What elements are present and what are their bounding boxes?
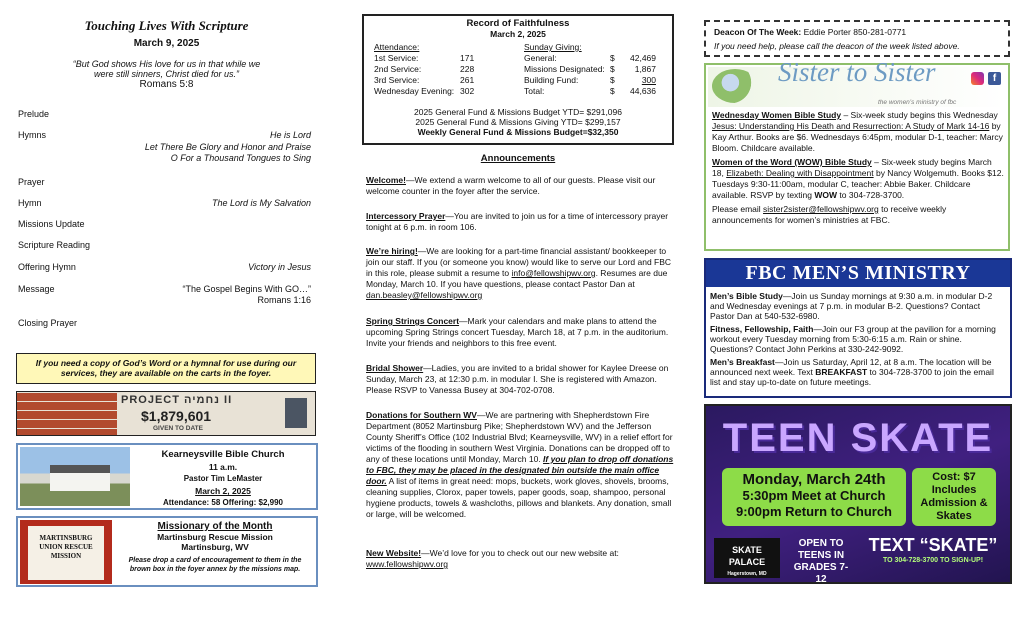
teen-skate-flyer bbox=[704, 404, 1012, 584]
ytd-giving: 2025 General Fund & Missions Giving YTD= $299,157 bbox=[415, 117, 621, 127]
skate-signup-number: TO 304-728-3700 TO SIGN-UP! bbox=[882, 557, 984, 564]
skate-signup bbox=[858, 534, 1008, 566]
giving-table bbox=[524, 42, 664, 97]
announcement-title: Donations for Southern WV bbox=[366, 410, 477, 420]
missionary-note: Please drop a card of encouragement to them in the brown box in the foyer annex by the missions map. bbox=[128, 557, 302, 573]
announcement-title: Welcome! bbox=[366, 175, 406, 185]
service-item-value: He is Lord bbox=[269, 130, 311, 140]
study-keyword: WOW bbox=[814, 190, 838, 200]
service-item-value: The Lord is My Salvation bbox=[211, 198, 311, 208]
mens-item-text: —Join us Sunday mornings at 9:30 a.m. in modular D-2 and Wednesday evenings at 7 p.m. in modular B-2. Questions? Contact Pastor Dan at 540-532-6980. bbox=[710, 291, 993, 321]
study-book: Jesus: Understanding His Death and Resurrection: A Study of Mark 14-16 bbox=[712, 121, 990, 131]
sister-title: Sister to Sister bbox=[778, 57, 936, 87]
skate-return-time: 9:00pm Return to Church bbox=[735, 504, 892, 519]
service-item-label: Closing Prayer bbox=[18, 318, 78, 328]
skate-title: TEEN SKATE bbox=[722, 416, 994, 460]
order-of-service-column bbox=[14, 0, 319, 90]
attendance-row bbox=[374, 86, 484, 97]
study-text: – Six-week study begins March 18, bbox=[712, 157, 992, 178]
mens-ministry-title: FBC MEN’S MINISTRY bbox=[706, 260, 1010, 287]
website-link[interactable]: www.fellowshipwv.org bbox=[366, 559, 449, 569]
mens-bible-study bbox=[710, 291, 1006, 321]
verse-reference: Romans 5:8 bbox=[139, 79, 194, 90]
sister-banner bbox=[708, 57, 1006, 107]
skate-text-keyword: TEXT “SKATE” bbox=[868, 535, 998, 555]
announcement-body: A list of items in great need: mops, buckets, work gloves, shovels, brooms, cleaning supplies, Clorox, paper towels, paper goods, soap, shampoo, personal hygiene products, towels & washcloths, pillows and blankets. Any donation, small or large, will be welcomed. bbox=[366, 476, 672, 519]
record-date: March 2, 2025 bbox=[490, 29, 546, 39]
attendance-table bbox=[374, 42, 484, 97]
attendance-label: Wednesday Evening: bbox=[374, 86, 455, 96]
email-text: to receive weekly announcements for women’s ministries at FBC. bbox=[712, 204, 947, 225]
announcement-strings bbox=[366, 316, 674, 349]
kbc-date: March 2, 2025 bbox=[195, 486, 251, 496]
giving-value: 44,636 bbox=[630, 86, 656, 96]
mens-item-text: to 304-728-3700 to join the email list and stay up-to-date on future meetings. bbox=[710, 367, 994, 387]
giving-currency: $ bbox=[610, 64, 615, 74]
skate-date-box bbox=[722, 468, 906, 526]
sister-subtitle: the women’s ministry of fbc bbox=[878, 99, 957, 106]
attendance-value: 228 bbox=[460, 64, 475, 74]
weekly-budget: Weekly General Fund & Missions Budget=$32,350 bbox=[417, 127, 619, 137]
skate-eligibility: OPEN TO TEENS IN GRADES 7-12 bbox=[793, 538, 849, 584]
service-item-label: Offering Hymn bbox=[18, 262, 76, 272]
record-title: Record of Faithfulness bbox=[466, 18, 570, 29]
giving-label: General: bbox=[524, 53, 557, 63]
giving-row bbox=[524, 75, 664, 86]
attendance-row bbox=[374, 53, 484, 64]
service-item-label: Prelude bbox=[18, 109, 50, 119]
mens-item-title: Fitness, Fellowship, Faith bbox=[710, 324, 814, 334]
giving-currency: $ bbox=[610, 86, 615, 96]
wv-state-icon bbox=[285, 398, 307, 428]
missionary-name: Martinsburg Rescue Mission bbox=[157, 532, 273, 542]
service-item-value: Let There Be Glory and Honor and Praise bbox=[144, 142, 311, 152]
attendance-label: 3rd Service: bbox=[374, 75, 420, 85]
announcement-welcome bbox=[366, 175, 674, 197]
announcement-body: —We are partnering with Shepherdstown Fire Department (8052 Martinsburg Pike; Shepherdstown WV) and the Jefferson County Sheriff’s Office (102 Industrial Blvd; Kearneysville, WV) in a relief effort for victims of the flooding in southern West Virginia. Donations can be dropped off to any of these locations until Monday, March 10. bbox=[366, 410, 673, 464]
palace-name: SKATE PALACE bbox=[728, 545, 766, 567]
sister-to-sister-box bbox=[704, 57, 1010, 251]
record-of-faithfulness bbox=[362, 14, 674, 145]
mens-item-text: —Join our F3 group at the pavilion for a morning workout every Tuesday morning from 5:30-6:15 a.m. Rain or shine. Questions? Contact John Perkins at 330-242-9092. bbox=[710, 324, 996, 354]
deacon-of-week bbox=[704, 20, 1010, 57]
announcement-body: —Ladies, you are invited to a bridal shower for Kaylee Dreese on Sunday, March 23, at 12:30 p.m. in modular I. She is registered with Amazon. Please RSVP to Vanessa Busey at 304-702-0708. bbox=[366, 363, 669, 395]
pastor-email-link[interactable]: dan.beasley@fellowshipwv.org bbox=[366, 290, 483, 300]
kbc-card bbox=[16, 443, 318, 510]
service-item-label: Hymns bbox=[18, 130, 47, 140]
service-item-label: Message bbox=[18, 284, 55, 294]
project-nehemiah-banner bbox=[16, 391, 316, 436]
deacon-note: If you need help, please call the deacon of the week listed above. bbox=[714, 41, 960, 51]
deacon-label: Deacon Of The Week: bbox=[714, 27, 802, 37]
bible-availability-note: If you need a copy of God’s Word or a hymnal for use during our services, they are available on the carts in the foyer. bbox=[16, 353, 316, 384]
announcement-body: —We extend a warm welcome to all of our guests. Please visit our welcome counter in the foyer after the service. bbox=[366, 175, 656, 196]
announcement-body: —You are invited to join us for a time of intercessory prayer tonight at 6 p.m. in room 106. bbox=[366, 211, 669, 232]
attendance-value: 302 bbox=[460, 86, 475, 96]
giving-row bbox=[524, 64, 664, 75]
info-email-link[interactable]: info@fellowshipwv.org bbox=[511, 268, 596, 278]
project-subtitle: GIVEN TO DATE bbox=[153, 425, 203, 432]
attendance-row bbox=[374, 64, 484, 75]
announcement-prayer bbox=[366, 211, 674, 233]
study-title: Women of the Word (WOW) Bible Study bbox=[712, 157, 872, 167]
study-text: – Six-week study begins this Wednesday bbox=[841, 110, 998, 120]
announcement-title: Intercessory Prayer bbox=[366, 211, 446, 221]
announcement-title: We’re hiring! bbox=[366, 246, 418, 256]
mens-item-text: —Join us Saturday, April 12, at 8 a.m. The location will be announced next week. Text bbox=[710, 357, 992, 377]
study-title: Wednesday Women Bible Study bbox=[712, 110, 842, 120]
study-text: to 304-728-3700. bbox=[837, 190, 905, 200]
mens-item-title: Men’s Bible Study bbox=[710, 291, 783, 301]
brick-wall-graphic bbox=[17, 392, 117, 436]
mens-item-title: Men’s Breakfast bbox=[710, 357, 775, 367]
kbc-name: Kearneysville Bible Church bbox=[161, 449, 285, 460]
verse-line: “But God shows His love for us in that while we bbox=[72, 59, 261, 69]
facebook-icon[interactable]: f bbox=[988, 72, 1001, 85]
giving-value: 300 bbox=[641, 75, 656, 85]
giving-row bbox=[524, 53, 664, 64]
announcement-body: —We’d love for you to check out our new website at: bbox=[421, 548, 619, 558]
service-item-value: Victory in Jesus bbox=[248, 262, 311, 272]
study-book: Elizabeth: Dealing with Disappointment bbox=[726, 168, 874, 178]
skate-meet-time: 5:30pm Meet at Church bbox=[742, 488, 886, 503]
announcement-body: —Mark your calendars and make plans to attend the upcoming Spring Strings concert Tuesday, March 18, at 7 p.m. in the auditorium. Invite your friends and neighbors to this free event. bbox=[366, 316, 669, 348]
attendance-row bbox=[374, 75, 484, 86]
giving-heading: Sunday Giving: bbox=[524, 42, 582, 52]
attendance-value: 261 bbox=[460, 75, 475, 85]
sister-email-link[interactable]: sister2sister@fellowshipwv.org bbox=[763, 204, 879, 214]
skate-cost: Cost: $7 Includes Admission & Skates bbox=[912, 468, 996, 526]
announcement-bridal bbox=[366, 363, 674, 396]
instagram-icon[interactable] bbox=[971, 72, 984, 85]
church-photo bbox=[20, 447, 130, 506]
verse-line: were still sinners, Christ died for us.” bbox=[93, 69, 240, 79]
attendance-label: 2nd Service: bbox=[374, 64, 422, 74]
church-building-icon bbox=[50, 465, 110, 491]
announcement-title: Spring Strings Concert bbox=[366, 316, 460, 326]
service-item-label: Prayer bbox=[18, 177, 45, 187]
flower-icon bbox=[712, 69, 758, 103]
giving-label: Building Fund: bbox=[524, 75, 579, 85]
announcement-body: —We are looking for a part-time financial assistant/ bookkeeper to join our staff. If you (or someone you know) would like to serve our Lord and FBC in this role, please submit a resume to bbox=[366, 246, 672, 278]
missionary-place: Martinsburg, WV bbox=[181, 542, 249, 552]
wednesday-study bbox=[712, 110, 1004, 154]
missionary-card bbox=[16, 516, 318, 587]
announcement-body: . Resumes are due Monday, March 10. If you have questions, please contact Pastor Dan at bbox=[366, 268, 668, 289]
ytd-summary bbox=[364, 107, 672, 137]
deacon-name: Eddie Porter 850-281-0771 bbox=[803, 27, 907, 37]
mens-keyword: BREAKFAST bbox=[815, 367, 868, 377]
service-item-value: O For a Thousand Tongues to Sing bbox=[170, 153, 311, 163]
missionary-heading: Missionary of the Month bbox=[157, 521, 273, 532]
service-item-value: “The Gospel Begins With GO…” bbox=[182, 284, 311, 294]
study-text: by Kay Arthur. Books are $6. Wednesdays 6:45pm, modular D-1, teacher: Marcy Bloom. Childcare available. bbox=[712, 121, 1003, 153]
mens-fitness bbox=[710, 324, 1006, 354]
giving-value: 42,469 bbox=[630, 53, 656, 63]
mens-breakfast bbox=[710, 357, 1006, 387]
logo-text: MARTINSBURG UNION RESCUE MISSION bbox=[28, 526, 104, 580]
giving-label: Total: bbox=[524, 86, 545, 96]
announcement-title: Bridal Shower bbox=[366, 363, 424, 373]
service-item-label: Hymn bbox=[18, 198, 42, 208]
announcements-heading: Announcements bbox=[480, 153, 556, 164]
giving-currency: $ bbox=[610, 75, 615, 85]
palace-location: Hagerstown, MD bbox=[727, 571, 767, 577]
announcement-hiring bbox=[366, 246, 674, 301]
wow-study bbox=[712, 157, 1004, 201]
announcement-website bbox=[366, 548, 674, 570]
skate-date: Monday, March 24th bbox=[742, 471, 886, 488]
attendance-value: 171 bbox=[460, 53, 475, 63]
study-text: by Nancy Wolgemuth. Books $12. Tuesdays 9:30-11:00am, modular C, teacher: Abbie Baker. Childcare available. RSVP by texting bbox=[712, 168, 1004, 200]
giving-label: Missions Designated: bbox=[524, 64, 605, 74]
email-text: Please email bbox=[712, 204, 764, 214]
service-item-label: Missions Update bbox=[18, 219, 85, 229]
kbc-stats: Attendance: 58 Offering: $2,990 bbox=[162, 498, 284, 507]
attendance-heading: Attendance: bbox=[374, 42, 420, 52]
giving-currency: $ bbox=[610, 53, 615, 63]
attendance-label: 1st Service: bbox=[374, 53, 419, 63]
service-item-label: Scripture Reading bbox=[18, 240, 91, 250]
announcement-donations bbox=[366, 410, 674, 520]
email-note bbox=[712, 204, 1004, 226]
rescue-mission-logo bbox=[20, 520, 112, 584]
service-item-value: Romans 1:16 bbox=[257, 295, 311, 305]
announcement-title: New Website! bbox=[366, 548, 422, 558]
giving-row bbox=[524, 86, 664, 97]
skate-palace-logo bbox=[714, 538, 780, 578]
project-title: PROJECT נחמיה II bbox=[121, 394, 233, 406]
bulletin-title: Touching Lives With Scripture bbox=[84, 18, 249, 33]
verse bbox=[14, 59, 319, 79]
bulletin-date: March 9, 2025 bbox=[133, 38, 200, 49]
kbc-pastor: Pastor Tim LeMaster bbox=[183, 474, 263, 483]
announcement-emphasis: If you plan to drop off donations to FBC, they may be placed in the designated bin outside the main office door. bbox=[366, 454, 674, 486]
mens-ministry-box bbox=[704, 258, 1012, 398]
project-amount: $1,879,601 bbox=[141, 408, 212, 424]
ytd-budget: 2025 General Fund & Missions Budget YTD= $291,096 bbox=[414, 107, 622, 117]
giving-value: 1,867 bbox=[634, 64, 656, 74]
kbc-time: 11 a.m. bbox=[208, 462, 238, 472]
